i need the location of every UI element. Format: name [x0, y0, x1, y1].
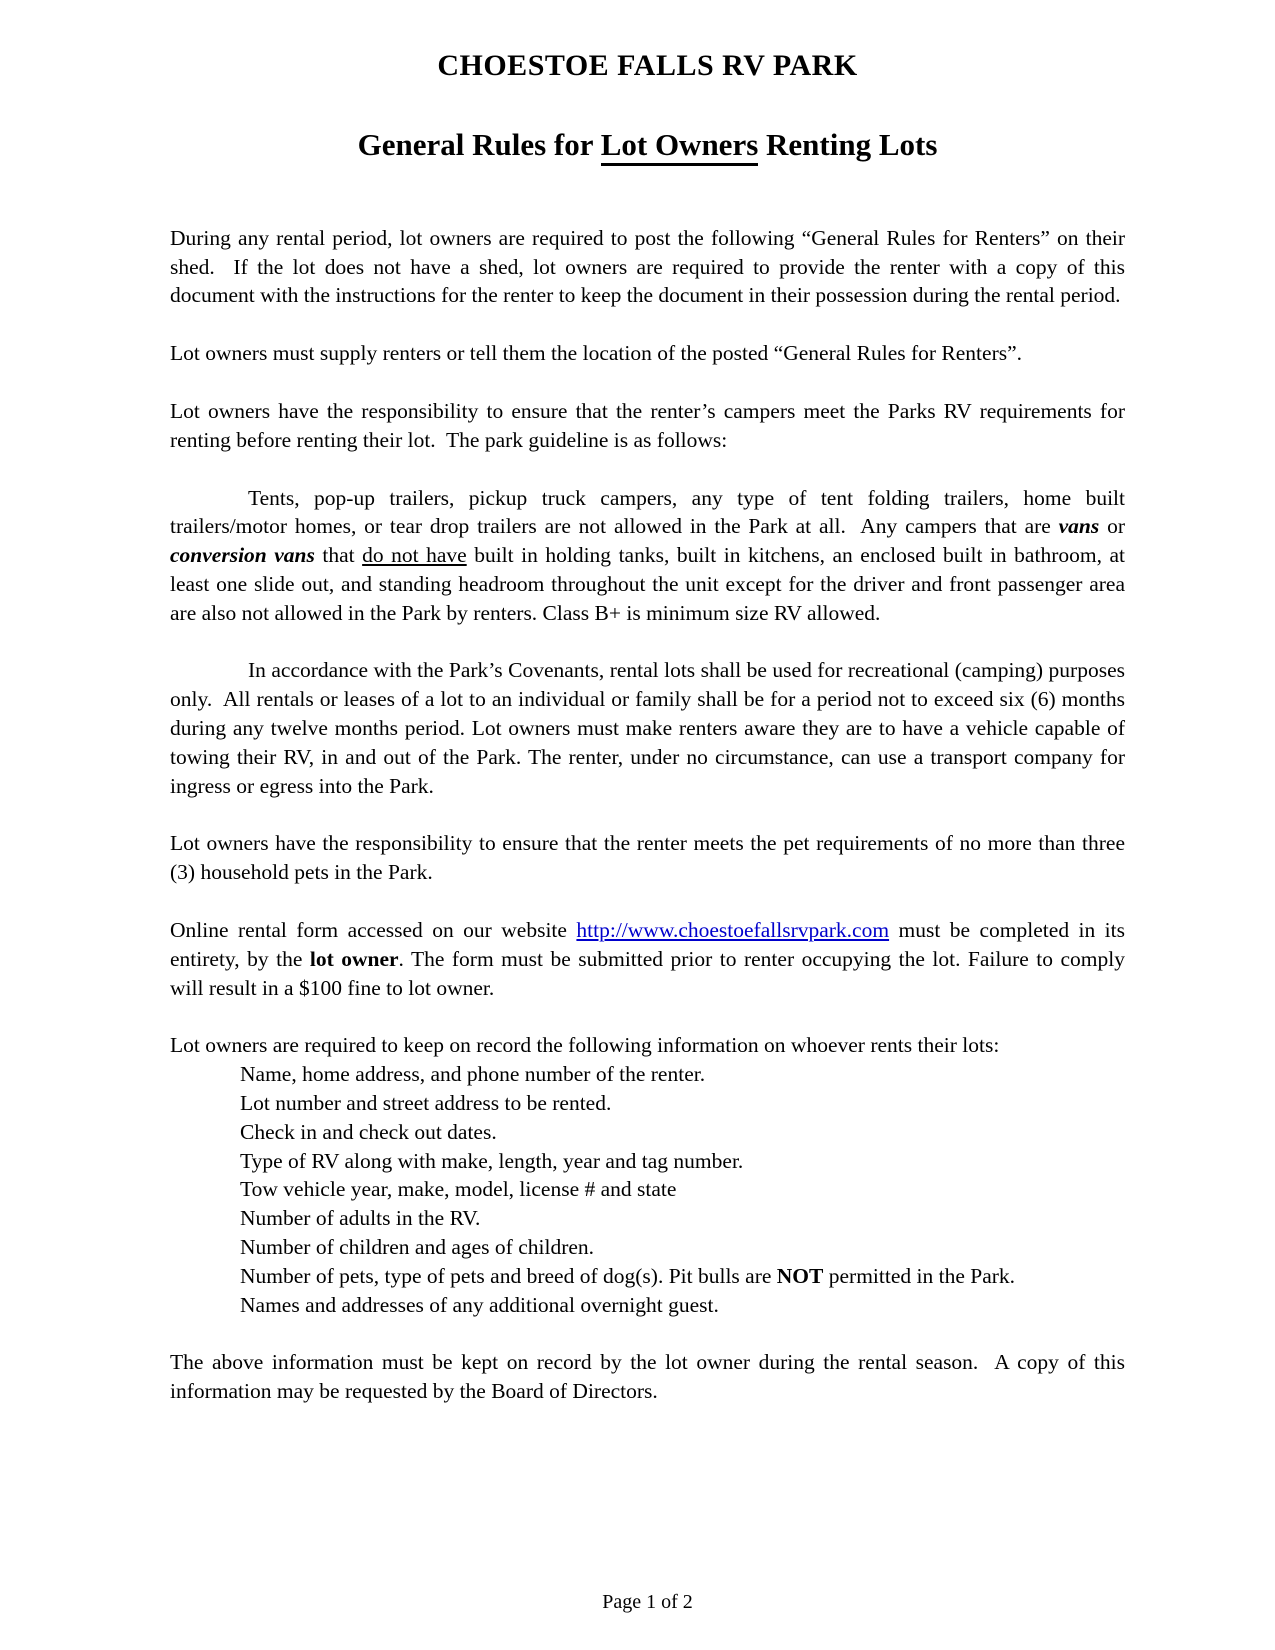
records-list	[170, 1060, 1125, 1319]
camper-restrictions-text-4: built in holding tanks, built in kitchens, an enclosed built in bathroom, at least one slide out, and standing headroom throughout the unit except for the driver and front passenger area are also not allowed in the Park by renters. Class B+ is minimum size RV allowed.	[170, 543, 1125, 625]
pets-text-2: permitted in the Park.	[823, 1263, 1016, 1288]
subtitle-prefix: General Rules for	[357, 127, 601, 163]
paragraph-records-retention: The above information must be kept on record by the lot owner during the rental season. A copy of this information may be requested by the Board of Directors.	[170, 1350, 1125, 1404]
bold-not: NOT	[776, 1263, 824, 1288]
paragraph-posted-location: Lot owners must supply renters or tell them the location of the posted “General Rules for Renters”.	[170, 341, 1023, 366]
camper-restrictions-text-2: or	[1099, 514, 1125, 539]
record-item-children: Number of children and ages of children.	[240, 1235, 595, 1260]
paragraph-online-rental-form	[170, 916, 1125, 1002]
camper-restrictions-text-3: that	[314, 543, 363, 568]
record-item-adults: Number of adults in the RV.	[240, 1206, 481, 1231]
online-form-text-2: must be completed in its entirety, by the	[170, 918, 1125, 971]
emphasis-conversion-vans: conversion vans	[170, 543, 315, 568]
page-footer	[170, 1529, 1125, 1616]
paragraph-covenants: In accordance with the Park’s Covenants, rental lots shall be used for recreational (camping) purposes only. All rentals or leases of a lot to an individual or family shall be for a period not to exceed six (6) months during any twelve months period. Lot owners must make renters aware they are to have a vehicle capable of towing their RV, in and out of the Park. The renter, under no circumstance, can use a transport company for ingress or egress into the Park.	[170, 658, 1125, 798]
paragraph-rv-requirements: Lot owners have the responsibility to ensure that the renter’s campers meet the Parks RV requirements for renting before renting their lot. The park guideline is as follows:	[170, 398, 1125, 452]
record-item-rv-details: Type of RV along with make, length, year and tag number.	[240, 1148, 744, 1173]
page-subtitle	[170, 124, 1125, 166]
emphasis-vans: vans	[1058, 514, 1100, 539]
paragraph-pet-requirements: Lot owners have the responsibility to ensure that the renter meets the pet requirements of no more than three (3) household pets in the Park.	[170, 831, 1125, 885]
record-item-tow-vehicle: Tow vehicle year, make, model, license # and state	[240, 1177, 677, 1202]
page-title: CHOESTOE FALLS RV PARK	[437, 49, 858, 82]
record-item-renter-contact: Name, home address, and phone number of the renter.	[240, 1062, 706, 1087]
record-item-overnight-guests: Names and addresses of any additional overnight guest.	[240, 1292, 719, 1317]
subtitle-underlined-text: Lot Owners	[601, 127, 759, 166]
paragraph-camper-restrictions	[170, 484, 1125, 628]
camper-restrictions-text-1: Tents, pop-up trailers, pickup truck campers, any type of tent folding trailers, home built trailers/motor homes, or tear drop trailers are not allowed in the Park at all. Any campers that are	[170, 485, 1125, 539]
online-form-text-1: Online rental form accessed on our website	[170, 918, 577, 943]
record-item-lot-address: Lot number and street address to be rented.	[240, 1091, 612, 1116]
pets-text-1: Number of pets, type of pets and breed of dog(s). Pit bulls are	[240, 1263, 777, 1288]
subtitle-suffix: Renting Lots	[758, 127, 938, 163]
paragraph-records-intro: Lot owners are required to keep on record the following information on whoever rents their lots:	[170, 1033, 1000, 1058]
rental-form-link[interactable]: http://www.choestoefallsrvpark.com	[576, 918, 890, 943]
record-item-pets	[170, 1262, 1125, 1291]
page-number: Page 1 of 2	[602, 1591, 693, 1614]
online-form-text-3: . The form must be submitted prior to renter occupying the lot. Failure to comply will result in a $100 fine to lot owner.	[170, 946, 1125, 1000]
bold-lot-owner: lot owner	[309, 946, 399, 971]
record-item-check-dates: Check in and check out dates.	[240, 1119, 497, 1144]
underline-do-not-have: do not have	[362, 543, 467, 568]
paragraph-posting-requirement: During any rental period, lot owners are required to post the following “General Rules for Renters” on their shed. If the lot does not have a shed, lot owners are required to provide the renter with a copy of this document with the instructions for the renter to keep the document in their possession during the rental period.	[170, 225, 1125, 308]
